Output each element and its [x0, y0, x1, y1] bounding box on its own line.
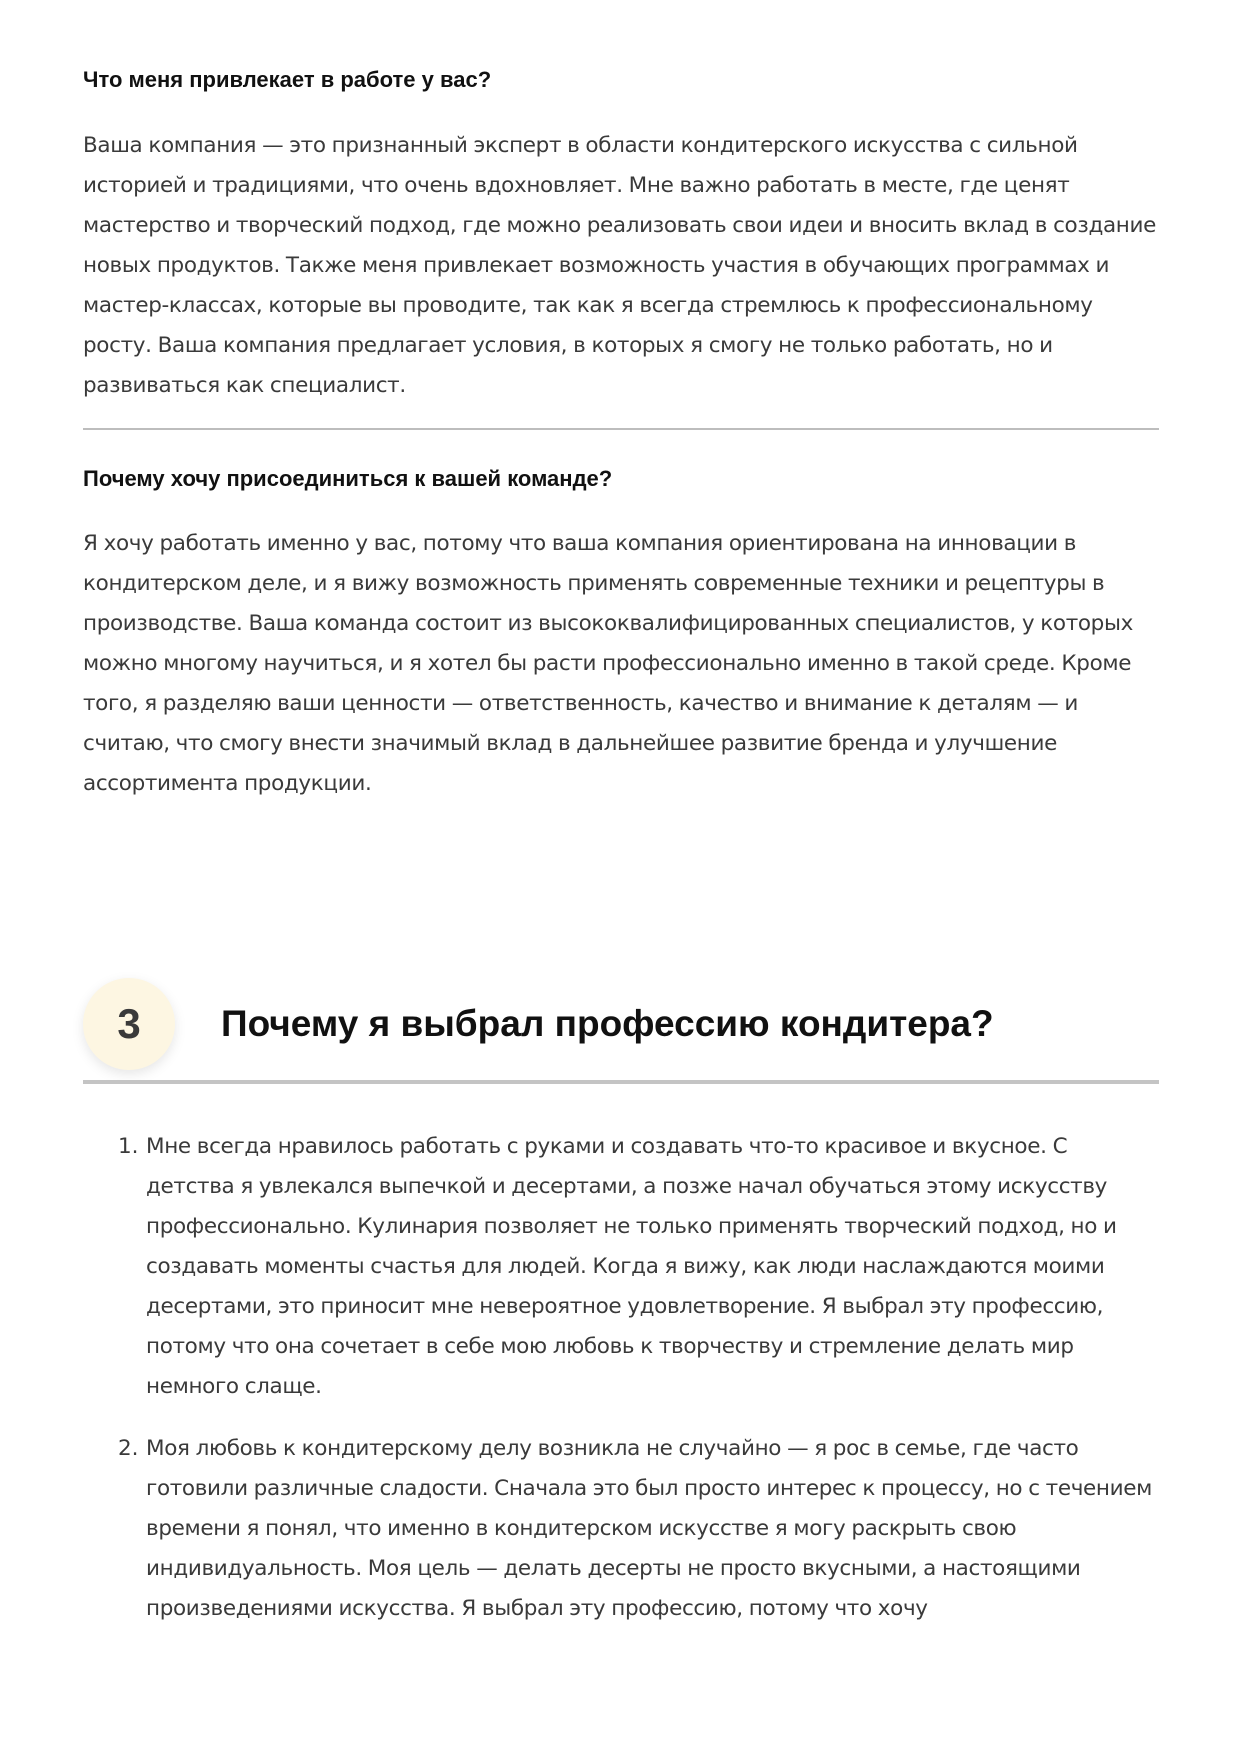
section-number-badge: 3 — [83, 978, 175, 1070]
reasons-list — [83, 1127, 1159, 1651]
list-item-number: 2. — [118, 1436, 139, 1461]
section-header — [83, 968, 1159, 1078]
question-heading-join-team: Почему хочу присоединиться к вашей команде? — [83, 466, 613, 491]
list-item-number: 1. — [118, 1134, 139, 1159]
list-item-text: Моя любовь к кондитерскому делу возникла не случайно — я рос в семье, где часто готовили различные сладости. Сначала это был просто интерес к процессу, но с течением времени я понял, что именно в кондитерском искусстве я могу раскрыть свою индивидуальность. Моя цель — делать десерты не просто вкусными, а настоящими произведениями искусства. Я выбрал эту профессию, потому что хочу — [146, 1436, 1153, 1621]
section-header-rule — [83, 1080, 1159, 1084]
list-item — [83, 1429, 1159, 1629]
question-heading-attraction: Что меня привлекает в работе у вас? — [83, 67, 492, 92]
section-divider — [83, 428, 1159, 430]
answer-paragraph-attraction: Ваша компания — это признанный эксперт в области кондитерского искусства с сильной историей и традициями, что очень вдохновляет. Мне важно работать в месте, где ценят мастерство и творческий подход, где можно реализовать свои идеи и вносить вклад в создание новых продуктов. Также меня привлекает возможность участия в обучающих программах и мастер-классах, которые вы проводите, так как я всегда стремлюсь к профессиональному росту. Ваша компания предлагает условия, в которых я смогу не только работать, но и развиваться как специалист. — [83, 133, 1156, 398]
list-item-text: Мне всегда нравилось работать с руками и создавать что-то красивое и вкусное. С детства я увлекался выпечкой и десертами, а позже начал обучаться этому искусству профессионально. Кулинария позволяет не только применять творческий подход, но и создавать моменты счастья для людей. Когда я вижу, как люди наслаждаются моими десертами, это приносит мне невероятное удовлетворение. Я выбрал эту профессию, потому что она сочетает в себе мою любовь к творчеству и стремление делать мир немного слаще. — [146, 1134, 1117, 1399]
list-item — [83, 1127, 1159, 1407]
section-title: Почему я выбрал профессию кондитера? — [221, 1003, 994, 1044]
answer-paragraph-join-team: Я хочу работать именно у вас, потому что ваша компания ориентирована на инновации в кондитерском деле, и я вижу возможность применять современные техники и рецептуры в производстве. Ваша команда состоит из высококвалифицированных специалистов, у которых можно многому научиться, и я хотел бы расти профессионально именно в такой среде. Кроме того, я разделяю ваши ценности — ответственность, качество и внимание к деталям — и считаю, что смогу внести значимый вклад в дальнейшее развитие бренда и улучшение ассортимента продукции. — [83, 531, 1133, 796]
